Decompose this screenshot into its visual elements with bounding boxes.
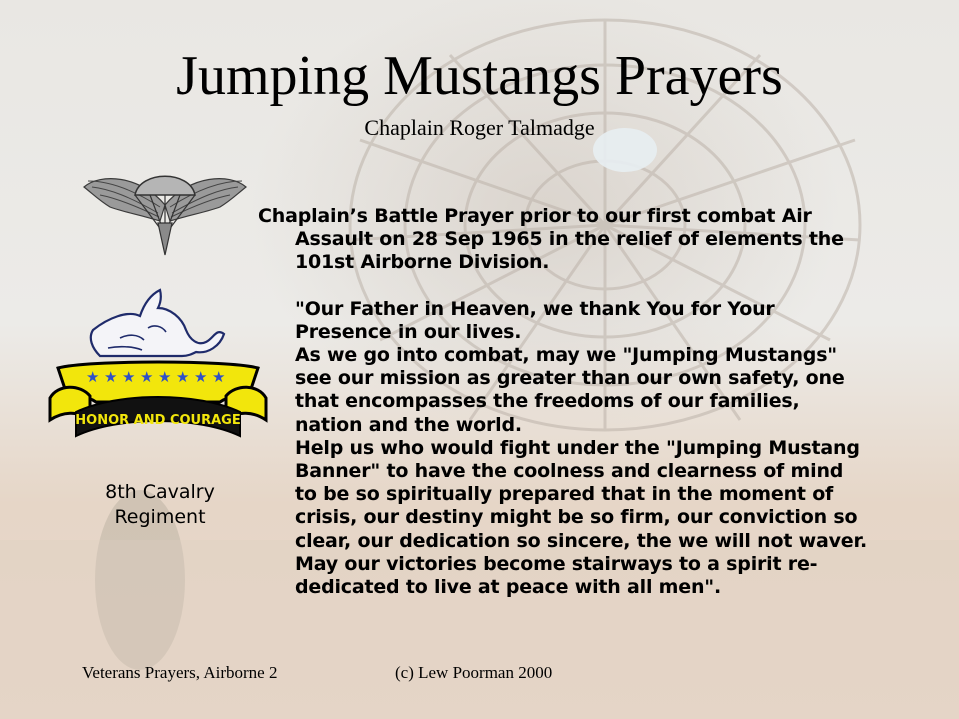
prayer-paragraph: Help us who would fight under the "Jumping Mustang Banner" to have the coolness and clearness of mind to be so spiritually prepared that in the moment of crisis, our destiny might be so firm, our conviction so clear, our dedication so sincere, the we will not waver.: [295, 436, 867, 552]
prayer-paragraph: May our victories become stairways to a spirit re-dedicated to live at peace with all men".: [295, 552, 818, 599]
parachutist-wings-icon: [80, 165, 250, 257]
regiment-caption: [70, 480, 250, 530]
page-title: Jumping Mustangs Prayers: [176, 45, 783, 107]
prayer-body: [258, 298, 868, 600]
regiment-caption-line2: Regiment: [114, 506, 206, 528]
svg-text:★: ★: [212, 368, 226, 386]
footer-series: Veterans Prayers, Airborne 2: [82, 663, 278, 682]
crest-motto: HONOR AND COURAGE: [75, 413, 241, 428]
svg-text:★: ★: [86, 368, 100, 386]
cavalry-crest-icon: [48, 288, 268, 458]
svg-text:★: ★: [140, 368, 154, 386]
svg-text:★: ★: [158, 368, 172, 386]
svg-text:★: ★: [122, 368, 136, 386]
prayer-intro: Chaplain’s Battle Prayer prior to our first combat Air Assault on 28 Sep 1965 in the relief of elements the 101st Airborne Division.: [258, 205, 844, 274]
regiment-caption-line1: 8th Cavalry: [105, 481, 215, 503]
svg-text:★: ★: [176, 368, 190, 386]
prayer-paragraph: "Our Father in Heaven, we thank You for Your Presence in our lives.: [295, 297, 775, 343]
svg-text:★: ★: [104, 368, 118, 386]
page-subtitle: Chaplain Roger Talmadge: [364, 115, 595, 140]
footer-copyright: (c) Lew Poorman 2000: [395, 663, 553, 682]
prayer-text: [258, 205, 868, 599]
svg-text:★: ★: [194, 368, 208, 386]
prayer-paragraph: As we go into combat, may we "Jumping Mustangs" see our mission as greater than our own safety, one that encompasses the freedoms of our families, nation and the world.: [295, 344, 845, 436]
